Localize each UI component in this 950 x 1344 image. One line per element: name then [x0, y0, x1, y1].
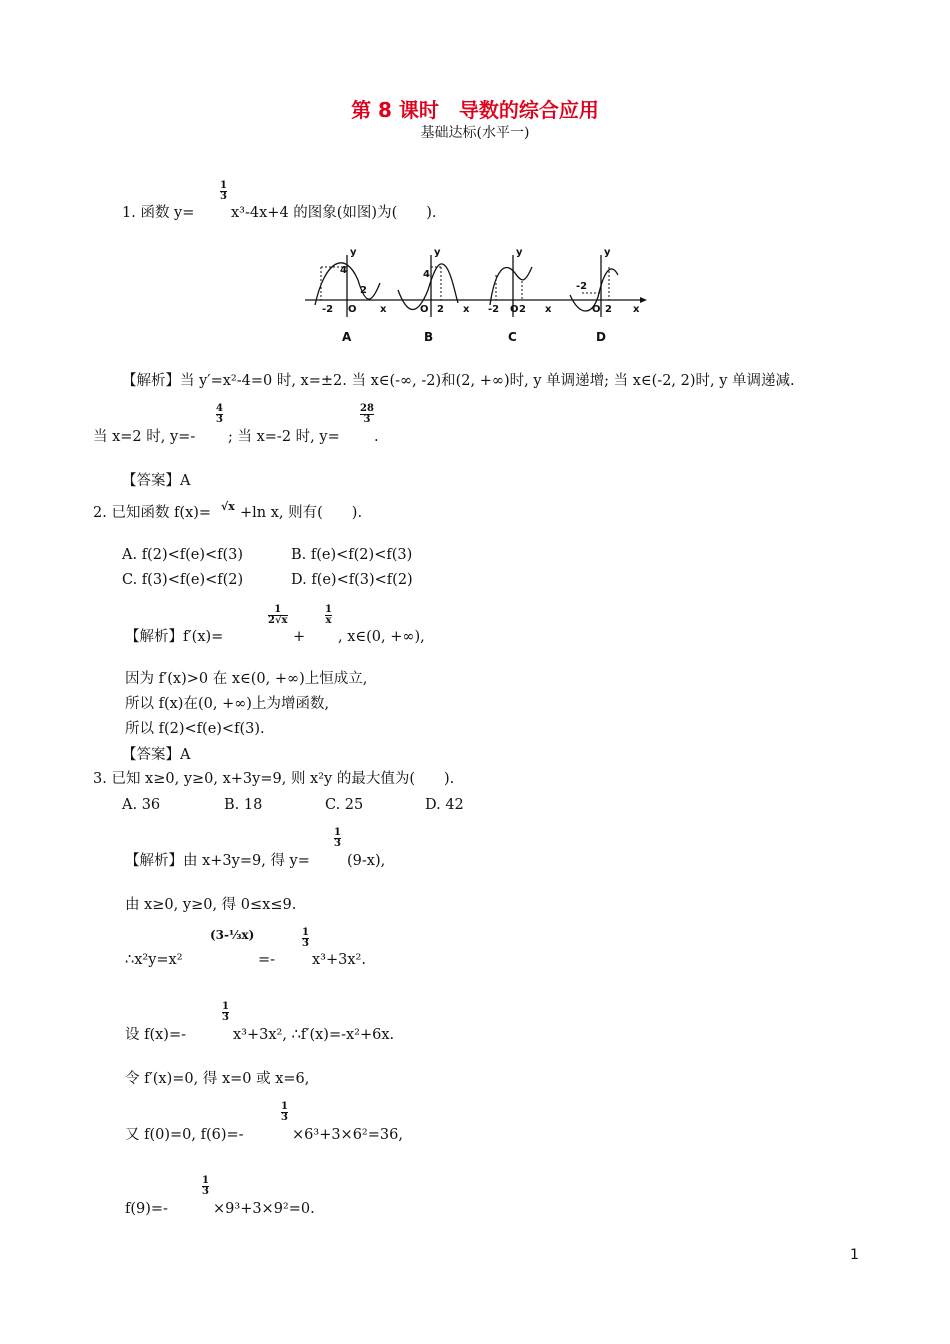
q2-option-d: D. f(e)<f(3)<f(2): [291, 572, 413, 588]
graph-b-option-label: B: [424, 330, 434, 344]
q3-analysis-fraction-b: $\frac{1}{3}$: [302, 927, 309, 949]
graph-c-origin: O: [510, 304, 519, 315]
q3-analysis-line3-part3: x³+3x².: [312, 952, 366, 968]
q2-stem-part1: 2. 已知函数 f(x)=: [93, 505, 212, 521]
page-title: 第 8 课时 导数的综合应用: [351, 98, 599, 122]
q1-analysis-line2-part1: 当 x=2 时, y=-: [93, 429, 196, 445]
graph-b-origin: O: [420, 304, 429, 315]
q3-analysis-line6-part1: 又 f(0)=0, f(6)=-: [125, 1127, 244, 1143]
graph-a-tick-2: 2: [360, 285, 367, 296]
q3-analysis-line7-part1: f(9)=-: [125, 1201, 168, 1217]
q2-option-a: A. f(2)<f(e)<f(3): [122, 547, 244, 563]
q3-analysis-fraction-a: $\frac{1}{3}$: [334, 827, 341, 849]
q2-answer: 【答案】A: [122, 747, 191, 763]
q2-analysis-part2: , x∈(0, +∞),: [338, 629, 425, 645]
q1-fraction: $\frac{1}{3}$: [220, 180, 227, 202]
graph-b-tick-4: 4: [423, 269, 430, 280]
q3-option-d: D. 42: [425, 797, 464, 813]
graph-b-y-label: y: [434, 247, 441, 258]
q1-analysis-fraction-b: $\frac{28}{3}$: [360, 403, 374, 425]
graph-c-tick-2: 2: [519, 304, 526, 315]
graph-b-tick-2: 2: [437, 304, 444, 315]
x-axis-arrow: [640, 297, 647, 303]
graph-c-y-label: y: [516, 247, 523, 258]
q2-option-b: B. f(e)<f(2)<f(3): [291, 547, 413, 563]
q3-analysis-line4-part1: 设 f(x)=-: [125, 1027, 187, 1043]
graph-d-y-label: y: [604, 247, 611, 258]
graph-a-y-label: y: [350, 247, 357, 258]
q3-analysis-line1-part2: (9-x),: [347, 853, 386, 869]
q2-analysis-line: 因为 f′(x)>0 在 x∈(0, +∞)上恒成立,: [125, 671, 368, 687]
graph-a-x-label: x: [380, 304, 387, 315]
graph-d-x-label: x: [633, 304, 640, 315]
page-subtitle: 基础达标(水平一): [420, 125, 530, 141]
graph-c-x-label: x: [545, 304, 552, 315]
q3-analysis-fraction-e: $\frac{1}{3}$: [202, 1175, 209, 1197]
q3-option-b: B. 18: [224, 797, 263, 813]
q1-stem-part1: 1. 函数 y=: [122, 205, 195, 221]
q3-analysis-line6-part2: ×6³+3×6²=36,: [292, 1127, 403, 1143]
q3-analysis-line3-part1: ∴x²y=x²: [125, 952, 183, 968]
q2-analysis-line: 所以 f(2)<f(e)<f(3).: [125, 721, 265, 737]
graph-b-x-label: x: [463, 304, 470, 315]
graph-c-tick-neg2: -2: [488, 304, 500, 315]
graph-d-origin: O: [592, 304, 601, 315]
graph-d-tick-2: 2: [605, 304, 612, 315]
page-number: 1: [850, 1247, 859, 1263]
q1-analysis-line2-part2: ; 当 x=-2 时, y=: [228, 429, 340, 445]
q1-analysis-line1: 【解析】当 y′=x²-4=0 时, x=±2. 当 x∈(-∞, -2)和(2, +∞)时, y 单调递增; 当 x∈(-2, 2)时, y 单调递减.: [122, 373, 795, 389]
q3-analysis-paren-expression: (3-⅓x): [210, 928, 255, 942]
q3-analysis-line1-part1: 【解析】由 x+3y=9, 得 y=: [125, 853, 310, 869]
q3-stem: 3. 已知 x≥0, y≥0, x+3y=9, 则 x²y 的最大值为( ).: [93, 771, 455, 787]
graph-a-tick-4: 4: [340, 265, 347, 276]
graph-d-tick-neg2: -2: [576, 281, 588, 292]
q1-analysis-fraction-a: $\frac{4}{3}$: [216, 403, 223, 425]
q2-option-c: C. f(3)<f(e)<f(2): [122, 572, 244, 588]
q3-analysis-fraction-d: $\frac{1}{3}$: [281, 1101, 288, 1123]
q2-analysis-fraction-a: $\frac{1}{2√x}$: [268, 604, 288, 626]
graph-c-option-label: C: [508, 330, 517, 344]
q2-analysis-line: 所以 f(x)在(0, +∞)上为增函数,: [125, 696, 330, 712]
graph-d-option-label: D: [596, 330, 606, 344]
q3-option-c: C. 25: [325, 797, 364, 813]
q2-stem-part2: +ln x, 则有( ).: [240, 505, 363, 521]
q1-answer: 【答案】A: [122, 473, 191, 489]
q2-analysis-fraction-b: $\frac{1}{x}$: [325, 604, 332, 626]
q3-analysis-line7-part2: ×9³+3×9²=0.: [213, 1201, 315, 1217]
graph-a-tick-neg2: -2: [322, 304, 334, 315]
q2-analysis-plus: +: [293, 629, 306, 645]
q1-graph-figure: [300, 245, 650, 350]
q3-analysis-fraction-c: $\frac{1}{3}$: [222, 1001, 229, 1023]
q3-analysis-line5: 令 f′(x)=0, 得 x=0 或 x=6,: [125, 1071, 310, 1087]
q3-option-a: A. 36: [122, 797, 161, 813]
q3-analysis-line3-part2: =-: [258, 952, 276, 968]
q3-analysis-line4-part2: x³+3x², ∴f′(x)=-x²+6x.: [233, 1027, 395, 1043]
q3-analysis-line2: 由 x≥0, y≥0, 得 0≤x≤9.: [125, 897, 297, 913]
graph-a-option-label: A: [342, 330, 352, 344]
q2-analysis-part1: 【解析】f′(x)=: [125, 629, 224, 645]
q1-stem-part2: x³-4x+4 的图象(如图)为( ).: [231, 205, 437, 221]
q2-sqrt-term: √x: [221, 500, 235, 513]
q1-analysis-line2-part3: .: [374, 429, 379, 445]
graph-a-origin: O: [348, 304, 357, 315]
